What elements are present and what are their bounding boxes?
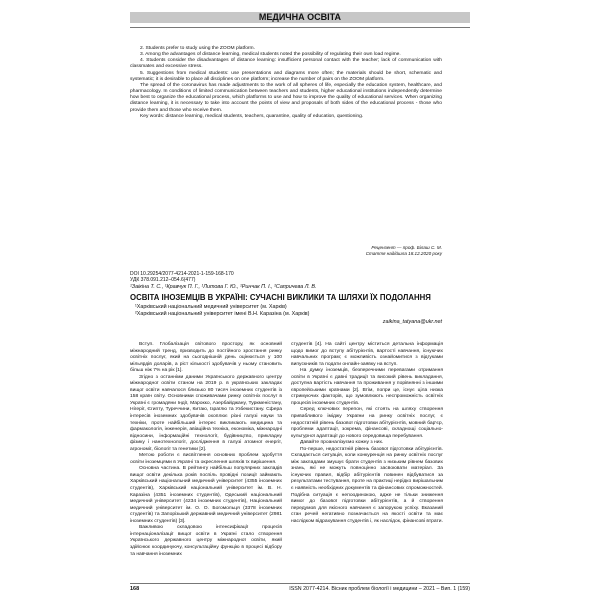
paragraph: Згідно з останніми даними Українського державного центру міжнародної освіти станом на 2019 р. в українських закладах вищої освіти навчалося близько 80 тисяч іноземних студентів із 158 країн світу. Основними споживачами ринку освітніх послуг в Україні є громадяни Індії, Марокко, Азербайджану, Туркменістану, Нігерії, Єгипту, Туреччини, Китаю, Ізраїлю та Узбекистану. Сфера інтересів іноземних здобувачів охоплює різні галузі науки та техніки, проте найбільший інтерес викликають медицина та фармакологія, інженерія, авіаційна техніка, економіка, міжнародні відносини, інформаційні технології, будівництво, прикладну фізику і нанотехнології, дослідження в галузі атомної енергії, агрономії, біології та генетики [2]. — [130, 374, 282, 452]
header-divider — [130, 27, 470, 28]
affiliations — [135, 304, 309, 319]
author-email: zaikina_tatyana@ukr.net — [382, 319, 442, 325]
paragraph: Вступ. Глобалізація світового простору, як основний міжнародний тренд, призводить до постійного зростання ринку освітніх послуг, який на сьогоднішній день оцінюється у 100 мільярдів доларів, а ріст кількості здобувачів у ньому становить більш ніж 7% на рік [1]. — [130, 342, 282, 374]
paragraph: Метою роботи є висвітлення основних проблем здобуття освіти іноземцями в Україні та окреслення шляхів їх вирішення. — [130, 453, 282, 465]
article-meta — [130, 271, 234, 284]
paragraph: Важливою складовою інтенсифікації процесів інтернаціоналізації вищої освіти в Україні стало створення Українського державного центру міжнародної освіти, який здійснює координуючу, консультаційну функцію в процесі відбору та навчання іноземних — [130, 525, 282, 557]
review-info — [366, 245, 442, 257]
udc: УДК 378.091.212–054.6(477) — [130, 277, 196, 284]
affiliation: ²Харківський національний університет імені В.Н. Каразіна (м. Харків) — [135, 311, 310, 318]
journal-info: ISSN 2077-4214. Вісник проблем біології і медицини – 2021 – Вип. 1 (159) — [289, 586, 470, 592]
body-column-right — [291, 342, 443, 525]
paragraph: Давайте проаналізуємо кожну з них. — [300, 440, 384, 446]
paragraph: На думку іноземців, безперечними перевагами отримання освіти в Україні є давні традиції та високий рівень викладання, доступна вартість навчання та проживання у порівнянні з іншими європейськими країнами [2]. Втім, попри це, існує ціла низка стримуючих факторів, що зумовлюють неспроможність освітніх процесів іноземних студентів. — [291, 368, 443, 406]
reviewer: Рецензент — проф. Білаш С. М. — [371, 245, 442, 250]
summary-item: 5. Suggestions from medical students: use presentations and diagrams more often; the materials should be short, schematic and systematic; it is desirable to place all disciplines on one platform; increase the number of pairs on the ZOOM platform. — [130, 70, 442, 82]
affiliation: ¹Харківський національний медичний університет (м. Харків) — [135, 304, 287, 310]
paragraph: Серед ключових перепон, які стоять на шляху створення привабливого іміджу України на ринку освітніх послуг, є недостатній рівень базової підготовки абітурієнтів, мовний бар'єр, проблеми адаптації, зокрема, фінансові, складнощі соціально-культурної адаптації до нового середовища перебування. — [291, 407, 443, 439]
page-number: 168 — [130, 586, 140, 592]
summary-item: 3. Among the advantages of distance learning, medical students noted the possibility of regulating their own load regime. — [140, 52, 401, 58]
paragraph: Основна частина. В рейтингу найбільш популярних закладів вищої освіти декілька років поспіль провідні позиції займають Харківський національний медичний університет (4355 іноземних студентів), Харківський національний університет ім. В. Н. Каразіна (4351 іноземних студентів), Одеський національний медичний університет (4234 іноземних студентів), Національний медичний університет ім. О. О. Богомольця (3378 іноземних студентів) та Запорізький державний медичний університет (2981 іноземних студентів) [3]. — [130, 466, 282, 524]
received-date: Стаття надійшла 18.12.2020 року — [365, 251, 442, 256]
body-column-left — [130, 342, 282, 558]
paragraph: По-перше, недостатній рівень базової підготовки абітурієнтів. Складається ситуація, коли конкуренція на ринку освітніх послуг між закладами змушує брати студентів з низьким рівнем базових знань, які не можуть повноцінно засвоювати матеріал. За існуючих правил, відбір абітурієнтів повинен відбуватися за результатами тестування, проте на практиці нерідко вирішальним є наявність необхідних документів та фінансових спроможностей. Подібна ситуація є непоодинокою, адже не тільки зниження вимог до базової підготовки абітурієнтів, а й створення передумов для якісного навчання є запорукою успіху. Вказаний стан речей негативно позначається на якості освіти та має наслідком відрахування студентів і, як наслідок, фінансові втрати. — [291, 446, 443, 524]
summary-item: 4. Students consider the disadvantages of distance learning: insufficient personal contact with the teacher; lack of communication with classmates and excessive stress. — [130, 58, 442, 70]
summary-item: 2. Students prefer to study using the ZOOM platform. — [140, 46, 255, 51]
article-title: ОСВІТА ІНОЗЕМЦІВ В УКРАЇНІ: СУЧАСНІ ВИКЛИКИ ТА ШЛЯХИ ЇХ ПОДОЛАННЯ — [130, 293, 431, 302]
english-summary — [130, 46, 442, 120]
doi: DOI 10.29254/2077-4214-2021-1-159-168-170 — [130, 271, 234, 277]
paragraph: студентів [4]. На сайті центру міститься детальна інформація щодо вимог до вступу абітурієнтів, вартості навчання, існуючих навчальних програм; є можливість ознайомитися з відгуками випускників та подати онлайн-заявку на вступ. — [291, 342, 443, 367]
keywords: Key words: distance learning, medical students, teachers, quarantine, quality of education, questioning. — [140, 113, 364, 119]
summary-item: The spread of the coronavirus has made adjustments to the work of all spheres of life, especially the education system, healthcare, and pharmacology. In conditions of limited communication between teachers and students, higher educational institutions independently determine how best to organize the educational process, which platforms to use and how to improve the quality of educational services. When organizing distance learning, it is necessary to take into account the points of view and proposals of both sides of the educational process - those who provide them and those who receive them. — [130, 82, 442, 113]
authors: ¹Заікіна Т. С., ¹Кравчук П. Г., ¹Литова Г. Ю., ¹Ринчак П. І., ²Сапричева Л. В. — [130, 284, 317, 290]
section-header: МЕДИЧНА ОСВІТА — [130, 12, 470, 23]
footer-divider — [130, 583, 470, 584]
